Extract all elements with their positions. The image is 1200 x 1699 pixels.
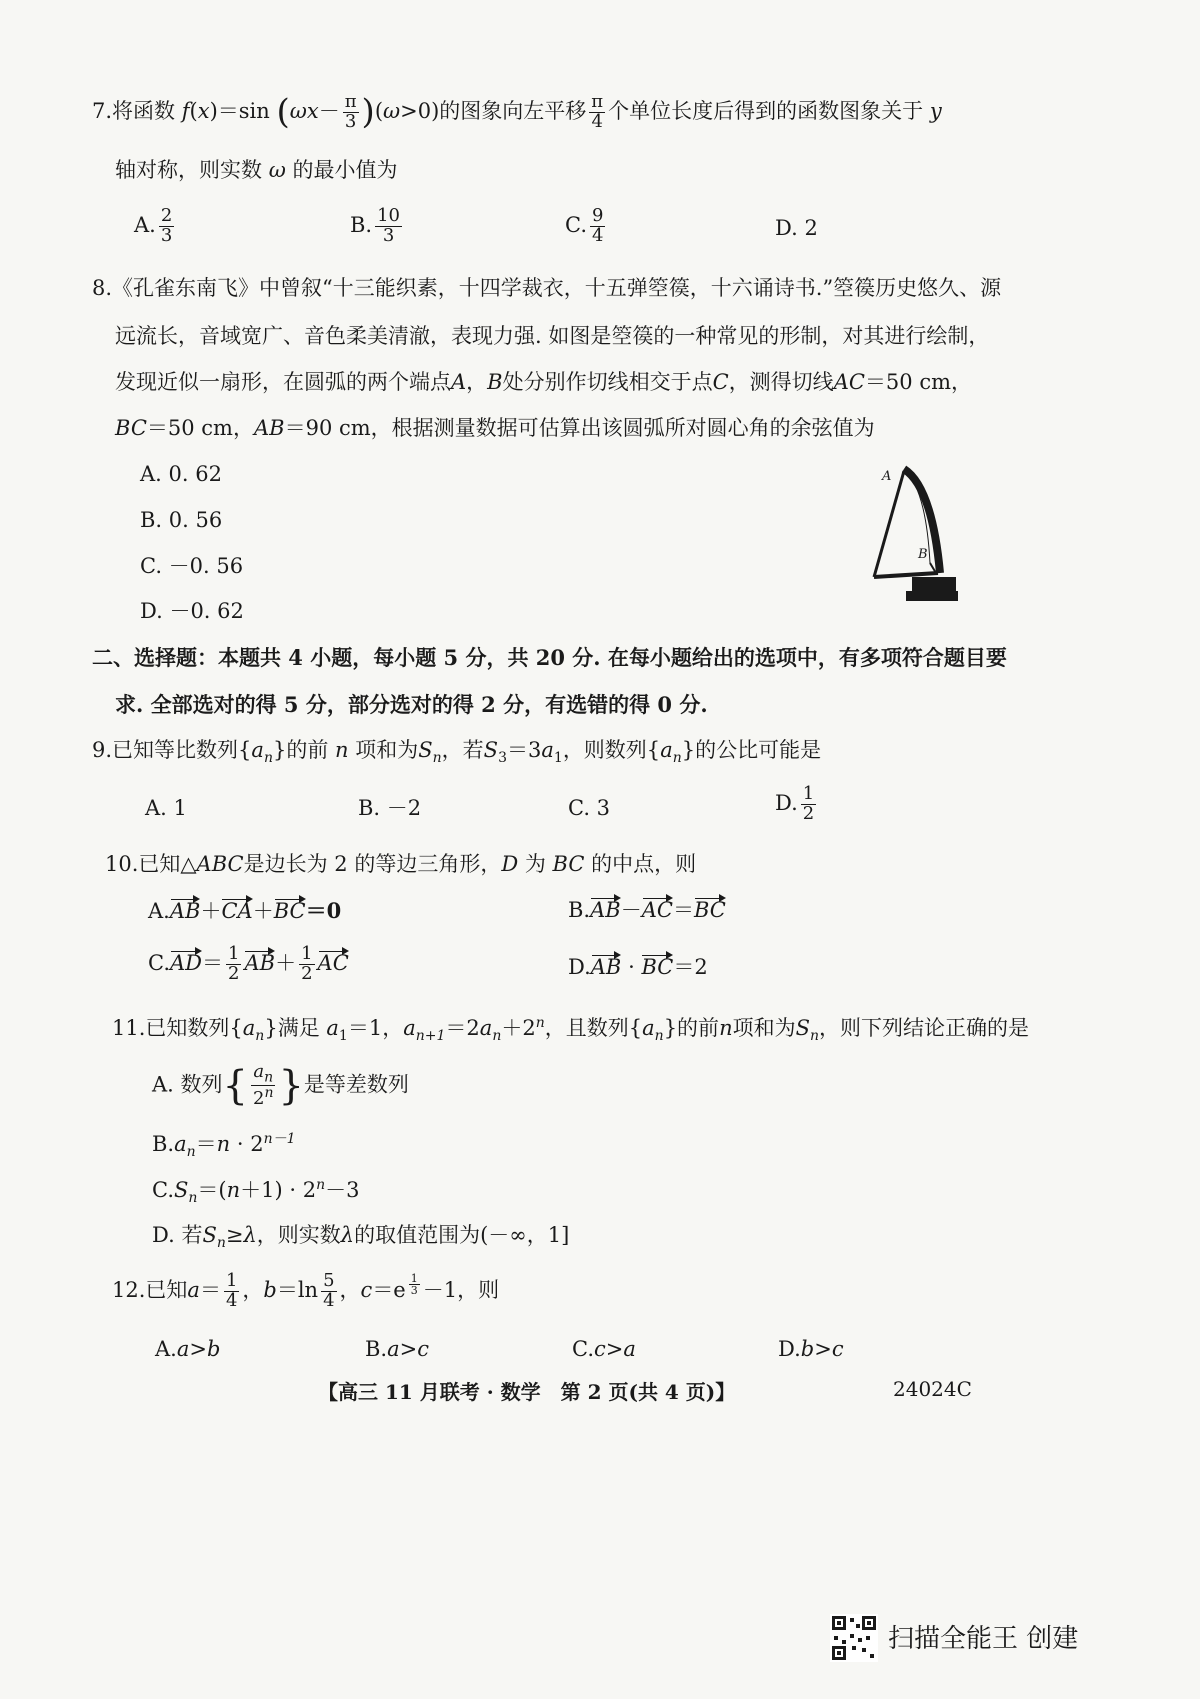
camscanner-watermark: 扫描全能王 创建: [888, 1624, 1079, 1654]
q8-option-d: D. －0. 62: [140, 599, 244, 623]
q8-line3: 发现近似一扇形，在圆弧的两个端点A，B处分别作切线相交于点C，测得切线AC＝50 cm，: [115, 370, 972, 394]
q12-option-a: A.a>b: [155, 1337, 221, 1361]
q9-option-b: B. －2: [358, 796, 422, 820]
q11-option-d: D. 若$S_n\ge\lambda$，则实数λ的取值范围为(－∞，1]: [152, 1223, 570, 1252]
konghou-figure: [866, 455, 962, 610]
q7-option-a: A. $\frac{2}{3}$: [134, 205, 173, 246]
q8-line4: BC＝50 cm，AB＝90 cm，根据测量数据可估算出该圆弧所对圆心角的余弦值为: [115, 416, 875, 440]
q8-option-a: A. 0. 62: [140, 462, 222, 486]
q12-option-d: D.b>c: [778, 1337, 844, 1361]
page-footer: 【高三 11 月联考 · 数学 第 2 页(共 4 页)】: [318, 1380, 736, 1404]
q10-option-d: D.AB · BC＝2: [568, 955, 708, 979]
section2-line2: 求. 全部选对的得 5 分，部分选对的得 2 分，有选错的得 0 分.: [115, 692, 708, 717]
q11-option-b: $B.a_n=n \cdot 2^{n-1}$: [152, 1131, 296, 1161]
figure-label-b: B: [918, 547, 928, 562]
q12-option-b: B.a>c: [365, 1337, 430, 1361]
section2-line1: 二、选择题：本题共 4 小题，每小题 5 分，共 20 分. 在每小题给出的选项中，有多项符合题目要: [92, 645, 1007, 670]
q9-option-d: D. $\frac{1}{2}$: [775, 783, 815, 824]
q11-option-a: A. 数列{ $\frac{a_n}{2^n}$ }是等差数列: [152, 1060, 409, 1110]
q10-stem: 10.已知△ABC是边长为 2 的等边三角形，D 为 BC 的中点，则: [105, 852, 697, 876]
q7-option-b: B. $\frac{10}{3}$: [350, 205, 401, 246]
figure-label-a: A: [882, 469, 892, 484]
q7-option-c: C. $\frac{9}{4}$: [565, 205, 604, 246]
q11-option-c: $C.S_n=(n+1) \cdot 2^n-3$: [152, 1177, 360, 1207]
konghou-illustration: [866, 455, 962, 610]
q10-option-b: B.AB－AC＝BC: [568, 898, 726, 922]
pi-over-4: $\frac{\pi}{4}$: [591, 91, 604, 132]
q12-option-c: C.c>a: [572, 1337, 636, 1361]
qr-code-icon: [830, 1614, 878, 1662]
q7-line2: 轴对称，则实数 ω 的最小值为: [115, 158, 398, 182]
q8-option-b: B. 0. 56: [140, 508, 223, 532]
q9-stem: 9.已知等比数列$\{a_n\}$的前 n 项和为$S_n$，若$S_3=3a_1$，则数列$\{a_n\}$的公比可能是: [92, 738, 822, 767]
q7-number: 7.: [92, 98, 113, 123]
pi-over-3: $\frac{\pi}{3}$: [344, 91, 357, 132]
q10-option-c: C.AD＝ $\frac{1}{2}$ AB＋ $\frac{1}{2}$ AC: [148, 943, 349, 984]
q9-option-a: A. 1: [145, 796, 187, 820]
q11-stem: 11.已知数列$\{a_n\}$满足 $a_1=1$，$a_{n+1}=2a_n+2^n$，且数列$\{a_n\}$的前n项和为$S_n$，则下列结论正确的是: [112, 1015, 1030, 1045]
q8-option-c: C. －0. 56: [140, 554, 244, 578]
q7-option-d: D. 2: [775, 216, 818, 240]
q10-option-a: A.AB＋CA＋BC＝0: [148, 898, 342, 923]
q12-stem: 12.已知a＝ $\frac{1}{4}$ ，b＝ln $\frac{5}{4}$ ，c＝e $^{\frac{1}{3}}$ －1，则: [112, 1270, 500, 1311]
q8-line1: 8.《孔雀东南飞》中曾叙“十三能织素，十四学裁衣，十五弹箜篌，十六诵诗书.”箜篌历史悠久、源: [92, 276, 1002, 300]
q7-line1: 7.将函数 f(x)＝sin (ωx－ $\frac{\pi}{3}$ )(ω>0)的图象向左平移 $\frac{\pi}{4}$ 个单位长度后得到的函数图象关于 y: [92, 91, 942, 132]
q8-line2: 远流长，音域宽广、音色柔美清澈，表现力强. 如图是箜篌的一种常见的形制，对其进行绘制，: [115, 324, 990, 348]
exam-code: 24024C: [893, 1377, 972, 1401]
q9-option-c: C. 3: [568, 796, 611, 820]
